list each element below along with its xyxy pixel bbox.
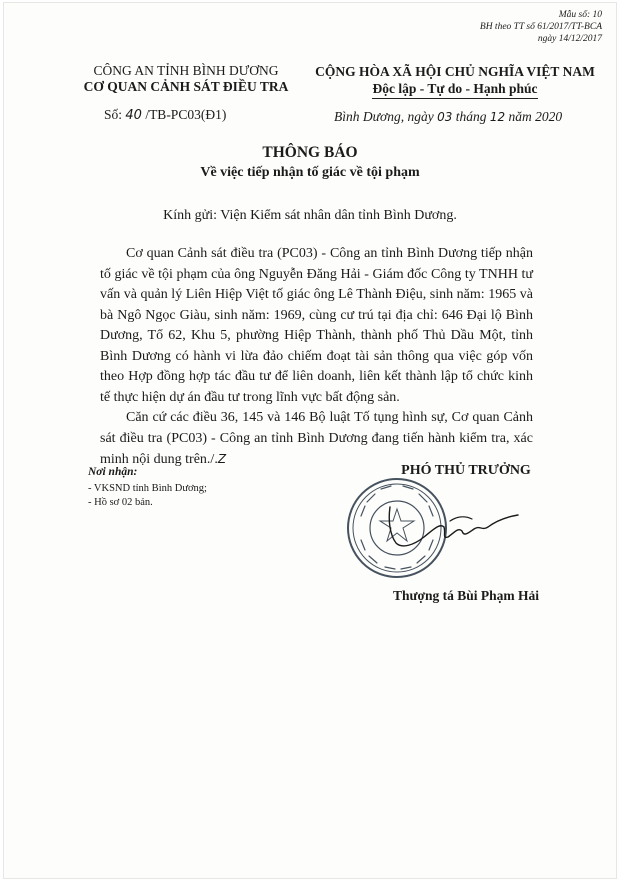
document-number	[104, 107, 226, 123]
body-paragraph	[100, 408, 533, 471]
recipients-block	[88, 465, 207, 510]
form-template-note	[480, 9, 602, 45]
document-title: THÔNG BÁO	[262, 144, 358, 161]
body-paragraph-text: Căn cứ các điều 36, 145 và 146 Bộ luật Tố tụng hình sự, Cơ quan Cảnh sát điều tra (PC03) - Công an tỉnh Bình Dương đang tiến hành kiểm tra, xác minh nội dung trên./.	[100, 410, 533, 467]
recipient-item: - VKSND tỉnh Bình Dương;	[88, 483, 207, 494]
agency-name: CƠ QUAN CẢNH SÁT ĐIỀU TRA	[83, 79, 289, 94]
country-name: CỘNG HÒA XÃ HỘI CHỦ NGHĨA VIỆT NAM	[315, 64, 595, 79]
recipients-label: Nơi nhận:	[88, 466, 138, 478]
doc-number-suffix: /TB-PC03(Đ1)	[145, 107, 227, 122]
addressee-line: Kính gửi: Viện Kiểm sát nhân dân tỉnh Bình Dương.	[163, 208, 457, 223]
place-date-text: Bình Dương, ngày	[334, 109, 434, 124]
form-note-line: Mẫu số: 10	[558, 10, 602, 20]
signer-role: PHÓ THỦ TRƯỞNG	[401, 463, 531, 478]
document-body	[100, 244, 533, 471]
form-note-line: ngày 14/12/2017	[537, 34, 602, 44]
doc-number-prefix: Số:	[104, 107, 123, 122]
date-month-handwritten: 12	[489, 110, 506, 124]
signer-name: Thượng tá Bùi Phạm Hải	[392, 588, 540, 603]
national-header	[304, 63, 606, 99]
ministry-name: CÔNG AN TỈNH BÌNH DƯƠNG	[93, 63, 279, 78]
national-motto: Độc lập - Tự do - Hạnh phúc	[372, 80, 537, 99]
document-page	[4, 3, 616, 878]
place-date-text: tháng	[455, 109, 487, 124]
handwritten-initial-mark: Z	[217, 452, 227, 466]
document-subtitle: Về việc tiếp nhận tố giác về tội phạm	[200, 165, 420, 180]
date-day-handwritten: 03	[437, 110, 453, 124]
issuing-authority-header	[68, 63, 304, 95]
handwritten-signature	[384, 503, 524, 551]
place-and-date	[334, 109, 562, 125]
form-note-line: BH theo TT số 61/2017/TT-BCA	[479, 22, 602, 32]
recipient-item: - Hồ sơ 02 bản.	[88, 497, 153, 508]
doc-number-handwritten: 40	[125, 108, 142, 123]
body-paragraph: Cơ quan Cảnh sát điều tra (PC03) - Công an tỉnh Bình Dương tiếp nhận tố giác về tội phạm của ông Nguyễn Đăng Hải - Giám đốc Công ty TNHH tư vấn và quản lý Liên Hiệp Việt tố giác ông Lê Thành Điệu, sinh năm: 1965 và bà Ngô Ngọc Giàu, sinh năm: 1969, cùng cư trú tại địa chỉ: 646 Đại lộ Bình Dương, Tổ 62, Khu 5, phường Hiệp Thành, thành phố Thủ Dầu Một, tỉnh Bình Dương có hành vi lừa đảo chiếm đoạt tài sản thông qua việc góp vốn theo Hợp đồng hợp tác đầu tư để liên doanh, liên kết thành lập tổ chức kinh tế thực hiện dự án đầu tư trong lĩnh vực bất động sản.	[100, 246, 533, 405]
place-date-text: năm 2020	[508, 109, 563, 124]
